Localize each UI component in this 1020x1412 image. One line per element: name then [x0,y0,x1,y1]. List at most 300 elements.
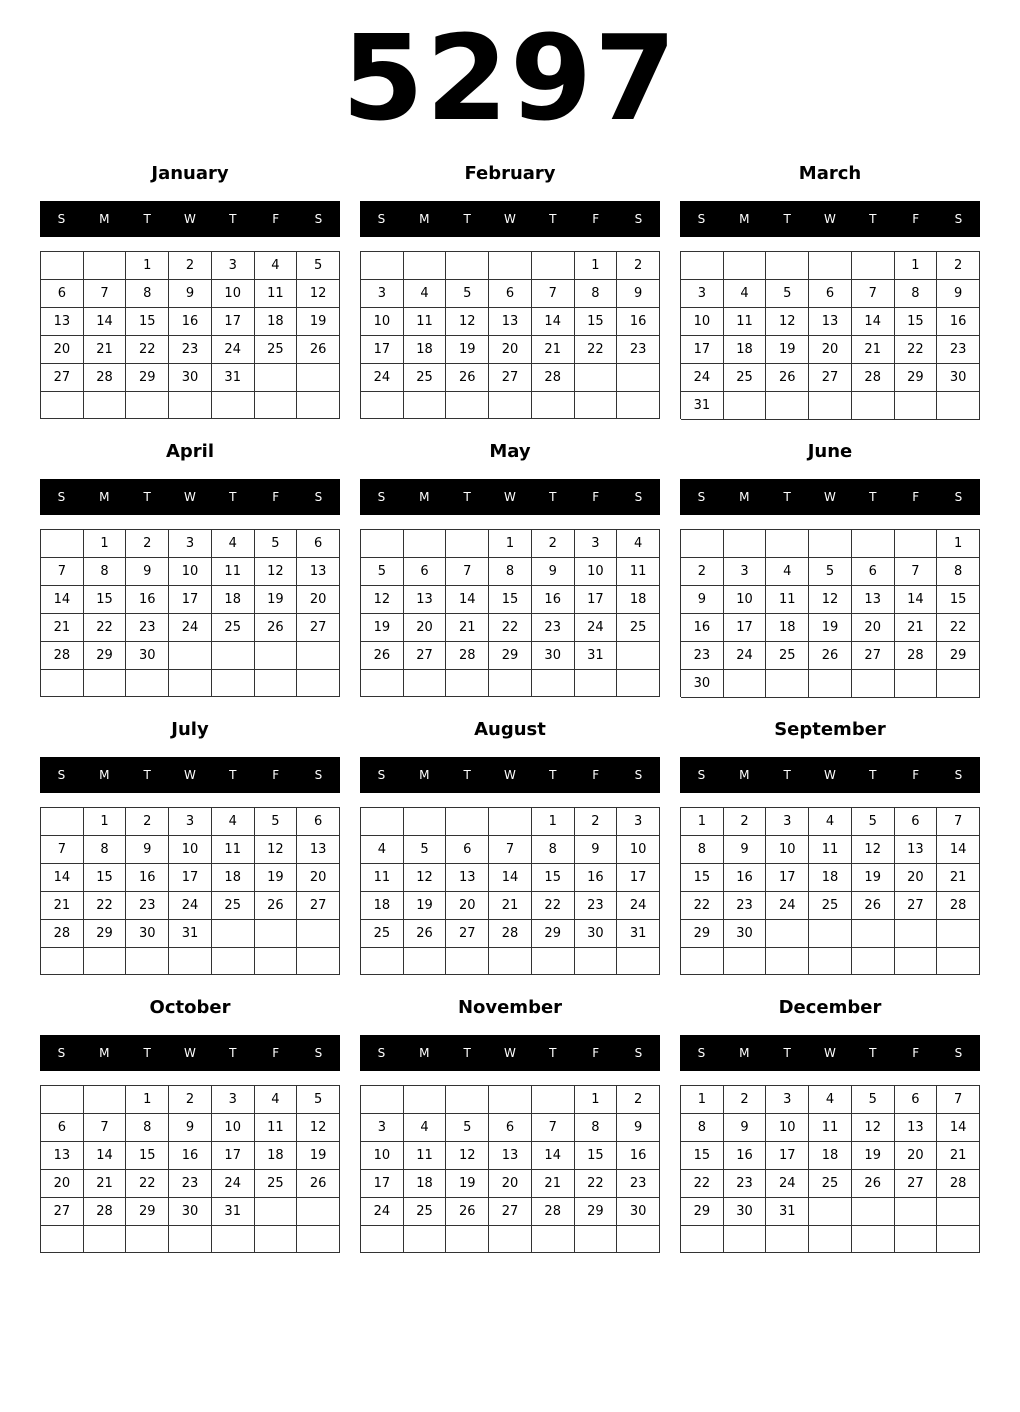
day-cell: 9 [617,1114,660,1142]
day-cell: 14 [895,586,938,614]
weekday-header [360,479,660,515]
day-cell: 6 [404,558,447,586]
weekday-header [360,1035,660,1071]
day-cell: 5 [766,280,809,308]
empty-day-cell [937,670,980,698]
day-cell: 4 [255,252,298,280]
day-cell: 12 [297,280,340,308]
weekday-label: F [592,1046,600,1060]
weekday-label: S [954,212,963,226]
day-grid [360,251,660,419]
weekday-label: T [229,490,237,504]
day-cell: 23 [724,892,767,920]
day-cell: 1 [575,252,618,280]
weekday-label: T [143,490,151,504]
day-cell: 5 [297,252,340,280]
empty-day-cell [766,920,809,948]
day-cell: 24 [212,1170,255,1198]
day-cell: 30 [169,364,212,392]
empty-day-cell [489,948,532,975]
day-cell: 4 [255,1086,298,1114]
day-cell: 14 [41,586,84,614]
day-cell: 17 [575,586,618,614]
day-cell: 10 [361,1142,404,1170]
day-cell: 7 [937,1086,980,1114]
day-cell: 9 [937,280,980,308]
day-cell: 23 [937,336,980,364]
day-cell: 28 [895,642,938,670]
day-cell: 23 [617,336,660,364]
weekday-header [40,1035,340,1071]
empty-day-cell [84,670,127,697]
empty-day-cell [617,392,660,419]
day-cell: 19 [446,1170,489,1198]
day-cell: 15 [575,308,618,336]
day-cell: 25 [766,642,809,670]
empty-day-cell [937,1226,980,1253]
day-cell: 27 [41,1198,84,1226]
empty-day-cell [766,948,809,975]
day-cell: 8 [895,280,938,308]
day-cell: 3 [212,1086,255,1114]
day-cell: 27 [297,614,340,642]
empty-day-cell [41,252,84,280]
month-name: December [778,997,882,1018]
day-cell: 23 [169,336,212,364]
weekday-label: F [592,768,600,782]
weekday-label: T [463,768,471,782]
day-cell: 20 [852,614,895,642]
empty-day-cell [895,530,938,558]
weekday-label: S [697,212,706,226]
empty-day-cell [297,670,340,697]
day-cell: 23 [126,892,169,920]
day-cell: 22 [126,1170,169,1198]
day-cell: 13 [489,308,532,336]
day-cell: 20 [41,1170,84,1198]
empty-day-cell [575,1226,618,1253]
day-cell: 31 [617,920,660,948]
day-cell: 14 [532,1142,575,1170]
day-cell: 11 [255,1114,298,1142]
day-cell: 7 [41,836,84,864]
weekday-label: W [504,768,516,782]
day-cell: 16 [617,308,660,336]
day-cell: 18 [404,1170,447,1198]
day-cell: 13 [41,308,84,336]
empty-day-cell [446,948,489,975]
day-cell: 13 [446,864,489,892]
day-cell: 1 [681,808,724,836]
weekday-label: S [697,490,706,504]
empty-day-cell [84,1086,127,1114]
day-cell: 2 [681,558,724,586]
weekday-label: S [57,490,66,504]
day-cell: 1 [84,530,127,558]
day-cell: 10 [724,586,767,614]
day-cell: 19 [297,1142,340,1170]
month-name: April [165,441,215,462]
day-cell: 4 [617,530,660,558]
weekday-label: T [549,768,557,782]
day-grid [40,529,340,697]
day-cell: 11 [404,308,447,336]
day-cell: 17 [681,336,724,364]
day-cell: 26 [297,1170,340,1198]
day-cell: 16 [169,1142,212,1170]
day-grid [40,251,340,419]
day-cell: 14 [852,308,895,336]
day-cell: 27 [404,642,447,670]
weekday-label: F [592,490,600,504]
day-cell: 7 [446,558,489,586]
empty-day-cell [617,948,660,975]
day-cell: 1 [532,808,575,836]
day-cell: 15 [126,1142,169,1170]
day-cell: 2 [724,1086,767,1114]
day-cell: 5 [446,280,489,308]
empty-day-cell [489,392,532,419]
day-cell: 3 [766,1086,809,1114]
day-cell: 31 [212,364,255,392]
empty-day-cell [84,948,127,975]
weekday-label: S [57,1046,66,1060]
empty-day-cell [84,392,127,419]
day-grid [680,251,980,419]
weekday-label: S [377,1046,386,1060]
day-cell: 4 [361,836,404,864]
empty-day-cell [809,530,852,558]
day-cell: 27 [489,1198,532,1226]
day-cell: 29 [532,920,575,948]
day-grid [40,1085,340,1253]
weekday-label: S [634,490,643,504]
day-cell: 20 [41,336,84,364]
weekday-label: F [272,1046,280,1060]
day-cell: 17 [361,1170,404,1198]
empty-day-cell [937,1198,980,1226]
empty-day-cell [126,670,169,697]
day-cell: 26 [297,336,340,364]
empty-day-cell [126,948,169,975]
day-cell: 30 [126,920,169,948]
day-cell: 30 [169,1198,212,1226]
weekday-label: T [869,212,877,226]
day-cell: 28 [937,1170,980,1198]
day-cell: 19 [809,614,852,642]
day-cell: 17 [361,336,404,364]
day-cell: 19 [852,1142,895,1170]
day-cell: 14 [489,864,532,892]
weekday-label: S [697,768,706,782]
day-cell: 14 [937,836,980,864]
weekday-label: T [143,212,151,226]
day-cell: 5 [852,1086,895,1114]
empty-day-cell [617,670,660,697]
day-cell: 18 [255,308,298,336]
day-cell: 25 [724,364,767,392]
empty-day-cell [297,1198,340,1226]
day-cell: 26 [852,892,895,920]
day-cell: 9 [724,836,767,864]
day-cell: 12 [852,1114,895,1142]
day-cell: 9 [126,558,169,586]
empty-day-cell [297,642,340,670]
day-cell: 27 [895,1170,938,1198]
day-cell: 29 [937,642,980,670]
day-grid [680,807,980,975]
day-cell: 28 [84,364,127,392]
day-cell: 31 [169,920,212,948]
day-cell: 20 [895,1142,938,1170]
empty-day-cell [361,530,404,558]
day-cell: 6 [41,1114,84,1142]
day-grid [360,529,660,697]
day-cell: 16 [532,586,575,614]
day-cell: 5 [361,558,404,586]
day-cell: 22 [84,892,127,920]
day-cell: 29 [126,364,169,392]
weekday-label: S [377,490,386,504]
day-cell: 7 [532,1114,575,1142]
empty-day-cell [809,1198,852,1226]
weekday-label: S [634,768,643,782]
day-cell: 7 [489,836,532,864]
weekday-label: M [419,490,430,504]
day-cell: 8 [126,280,169,308]
weekday-label: T [463,212,471,226]
empty-day-cell [766,670,809,698]
day-cell: 14 [84,308,127,336]
empty-day-cell [809,1226,852,1253]
day-cell: 18 [809,1142,852,1170]
empty-day-cell [532,948,575,975]
day-cell: 19 [766,336,809,364]
weekday-label: S [314,768,323,782]
day-cell: 22 [126,336,169,364]
empty-day-cell [852,1226,895,1253]
day-cell: 8 [489,558,532,586]
day-cell: 30 [617,1198,660,1226]
empty-day-cell [212,392,255,419]
day-cell: 25 [809,892,852,920]
weekday-header [360,757,660,793]
empty-day-cell [255,642,298,670]
month-name: September [774,719,886,740]
day-cell: 11 [255,280,298,308]
day-cell: 15 [126,308,169,336]
day-cell: 30 [724,1198,767,1226]
month-name: August [474,719,546,740]
day-cell: 26 [809,642,852,670]
day-cell: 24 [575,614,618,642]
day-cell: 20 [809,336,852,364]
empty-day-cell [361,1086,404,1114]
weekday-label: M [99,490,110,504]
day-cell: 5 [852,808,895,836]
day-cell: 17 [766,1142,809,1170]
day-cell: 16 [126,586,169,614]
empty-day-cell [41,392,84,419]
empty-day-cell [809,252,852,280]
day-cell: 25 [361,920,404,948]
day-cell: 27 [446,920,489,948]
weekday-label: S [377,212,386,226]
weekday-label: S [57,212,66,226]
day-cell: 4 [724,280,767,308]
empty-day-cell [446,530,489,558]
day-cell: 7 [532,280,575,308]
day-cell: 22 [575,1170,618,1198]
empty-day-cell [84,1226,127,1253]
weekday-label: S [57,768,66,782]
day-cell: 3 [617,808,660,836]
day-cell: 15 [532,864,575,892]
empty-day-cell [361,670,404,697]
day-cell: 1 [126,252,169,280]
day-cell: 1 [681,1086,724,1114]
weekday-label: F [592,212,600,226]
weekday-label: T [463,490,471,504]
day-cell: 3 [766,808,809,836]
day-cell: 8 [575,280,618,308]
empty-day-cell [446,670,489,697]
empty-day-cell [404,1226,447,1253]
day-cell: 13 [404,586,447,614]
day-cell: 13 [41,1142,84,1170]
empty-day-cell [489,1226,532,1253]
empty-day-cell [404,948,447,975]
day-cell: 6 [41,280,84,308]
day-cell: 29 [575,1198,618,1226]
weekday-label: S [314,1046,323,1060]
empty-day-cell [361,948,404,975]
day-cell: 5 [255,530,298,558]
day-cell: 10 [681,308,724,336]
day-cell: 10 [212,1114,255,1142]
empty-day-cell [361,808,404,836]
day-cell: 12 [297,1114,340,1142]
day-cell: 17 [766,864,809,892]
weekday-label: T [463,1046,471,1060]
day-cell: 21 [41,892,84,920]
day-cell: 21 [532,1170,575,1198]
day-cell: 12 [766,308,809,336]
day-cell: 6 [446,836,489,864]
day-grid [360,1085,660,1253]
weekday-label: S [697,1046,706,1060]
empty-day-cell [41,808,84,836]
day-cell: 22 [681,892,724,920]
day-cell: 17 [169,864,212,892]
day-cell: 12 [446,308,489,336]
day-cell: 2 [169,252,212,280]
empty-day-cell [852,920,895,948]
weekday-label: W [824,1046,836,1060]
month-name: June [807,441,853,462]
empty-day-cell [617,642,660,670]
empty-day-cell [532,1226,575,1253]
empty-day-cell [852,948,895,975]
day-cell: 25 [212,614,255,642]
day-cell: 4 [404,280,447,308]
month-name: May [489,441,531,462]
day-cell: 4 [212,530,255,558]
empty-day-cell [404,392,447,419]
day-cell: 6 [489,1114,532,1142]
day-cell: 21 [489,892,532,920]
day-cell: 27 [297,892,340,920]
day-cell: 15 [575,1142,618,1170]
empty-day-cell [255,920,298,948]
day-cell: 20 [489,1170,532,1198]
day-cell: 4 [809,1086,852,1114]
day-cell: 16 [575,864,618,892]
day-cell: 5 [809,558,852,586]
day-cell: 9 [126,836,169,864]
day-cell: 11 [404,1142,447,1170]
weekday-label: M [419,212,430,226]
day-cell: 26 [404,920,447,948]
day-cell: 3 [681,280,724,308]
weekday-label: T [229,212,237,226]
day-grid [360,807,660,975]
empty-day-cell [852,1198,895,1226]
month-name: January [151,163,229,184]
empty-day-cell [404,670,447,697]
day-cell: 21 [937,864,980,892]
day-cell: 12 [809,586,852,614]
empty-day-cell [255,948,298,975]
day-cell: 1 [895,252,938,280]
day-cell: 20 [895,864,938,892]
day-cell: 18 [212,864,255,892]
day-cell: 23 [681,642,724,670]
day-cell: 3 [361,280,404,308]
day-cell: 7 [84,1114,127,1142]
day-cell: 19 [852,864,895,892]
day-grid [680,1085,980,1253]
empty-day-cell [617,364,660,392]
day-cell: 30 [532,642,575,670]
day-cell: 24 [361,364,404,392]
day-cell: 26 [446,364,489,392]
day-cell: 15 [489,586,532,614]
empty-day-cell [895,670,938,698]
day-cell: 9 [532,558,575,586]
day-cell: 23 [617,1170,660,1198]
weekday-label: F [912,212,920,226]
weekday-label: W [824,768,836,782]
empty-day-cell [212,642,255,670]
weekday-label: S [954,768,963,782]
day-cell: 19 [361,614,404,642]
empty-day-cell [895,920,938,948]
day-cell: 10 [361,308,404,336]
empty-day-cell [255,670,298,697]
empty-day-cell [532,670,575,697]
weekday-label: T [783,490,791,504]
day-cell: 30 [937,364,980,392]
empty-day-cell [617,1226,660,1253]
day-cell: 22 [681,1170,724,1198]
day-cell: 12 [361,586,404,614]
day-cell: 29 [895,364,938,392]
month-name: November [457,997,563,1018]
weekday-label: T [143,768,151,782]
empty-day-cell [852,392,895,420]
day-grid [680,529,980,697]
